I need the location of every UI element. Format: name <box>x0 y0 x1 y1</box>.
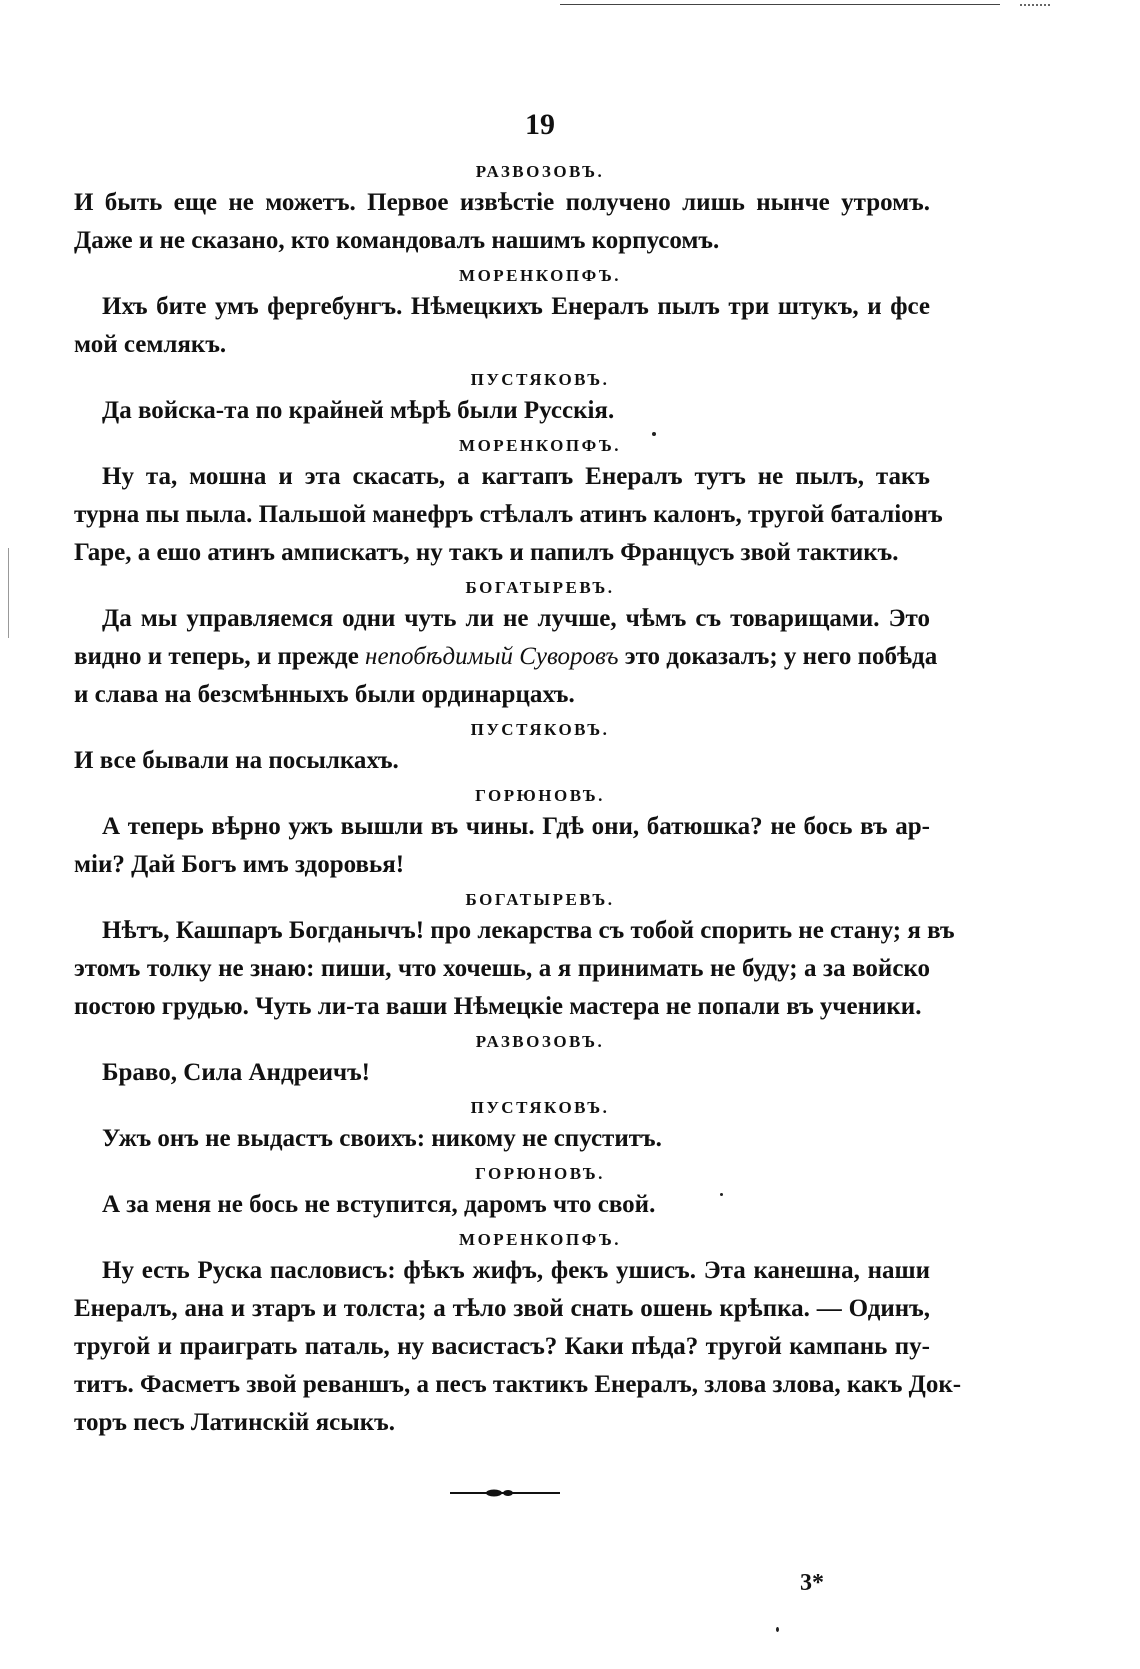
speech-line: турна пы пыла. Пальшой манефръ стѣлалъ атинъ калонъ, тругой баталіонъ <box>74 501 943 528</box>
speech-line: и слава на безсмѣнныхъ были ординарцахъ. <box>74 681 575 708</box>
speech-paragraph <box>0 1054 1080 1092</box>
page-number: 19 <box>525 108 555 141</box>
speaker-name: МОРЕНКОПФЪ. <box>459 436 621 455</box>
speech-fragment: это доказалъ; у него побѣда <box>624 643 938 670</box>
speech-fragment: видно и теперь, и прежде <box>74 643 359 670</box>
speech-line: тругой и праиграть паталь, ну васистасъ? Каки пѣда? тругой кампань пу- <box>74 1333 930 1360</box>
print-speck <box>776 1627 779 1632</box>
speech-line: Нѣтъ, Кашпаръ Богданычъ! про лекарства съ тобой спорить не стану; я въ <box>102 917 955 944</box>
speech-line: Браво, Сила Андреичъ! <box>102 1059 371 1086</box>
page-body <box>0 160 1080 1446</box>
speech-paragraph <box>0 458 1080 572</box>
speech-paragraph <box>0 912 1080 1026</box>
speech-line: Ну есть Руска пасловисъ: фѣкъ жифъ, фекъ ушисъ. Эта канешна, наши <box>102 1257 930 1284</box>
print-speck <box>720 1193 723 1196</box>
speaker-name: РАЗВОЗОВЪ. <box>475 162 605 181</box>
speaker-name: БОГАТЫРЕВЪ. <box>465 890 615 909</box>
speech-paragraph <box>0 742 1080 780</box>
speech-line: Ужъ онъ не выдастъ своихъ: никому не спуститъ. <box>102 1125 662 1152</box>
speech-line: Енералъ, ана и зтаръ и толста; а тѣло звой снать ошень крѣпка. — Одинъ, <box>74 1295 930 1322</box>
speech-line: Да мы управляемся одни чуть ли не лучше, чѣмъ съ товарищами. Это <box>102 605 930 632</box>
speaker-name: ПУСТЯКОВЪ. <box>470 1098 610 1117</box>
speech-paragraph <box>0 288 1080 364</box>
speech-paragraph <box>0 184 1080 260</box>
speaker-name: ПУСТЯКОВЪ. <box>470 370 610 389</box>
speech-line: міи? Дай Богъ имъ здоровья! <box>74 851 405 878</box>
speech-paragraph <box>0 1120 1080 1158</box>
speech-line: Да войска-та по крайней мѣрѣ были Русскія. <box>102 397 615 424</box>
speaker-name: БОГАТЫРЕВЪ. <box>465 578 615 597</box>
speech-paragraph <box>0 1186 1080 1224</box>
print-speck <box>652 432 656 436</box>
speaker-name: ПУСТЯКОВЪ. <box>470 720 610 739</box>
speech-paragraph <box>0 392 1080 430</box>
speaker-name: РАЗВОЗОВЪ. <box>475 1032 605 1051</box>
speech-line: И быть еще не можетъ. Первое извѣстіе получено лишь нынче утромъ. <box>74 189 930 216</box>
speech-paragraph <box>0 1252 1080 1442</box>
speech-line: И все бывали на посылкахъ. <box>74 747 399 774</box>
speech-paragraph <box>0 600 1080 714</box>
speech-line-with-italic <box>74 638 938 676</box>
speech-line: Ну та, мошна и эта скасать, а кагтапъ Енералъ тутъ не пылъ, такъ <box>102 463 930 490</box>
end-ornament-icon <box>450 1488 560 1498</box>
speech-line: торъ песъ Латинскій ясыкъ. <box>74 1409 395 1436</box>
speech-line: А теперь вѣрно ужъ вышли въ чины. Гдѣ они, батюшка? не бось въ ар- <box>102 813 930 840</box>
speech-paragraph <box>0 808 1080 884</box>
speaker-name: МОРЕНКОПФЪ. <box>459 266 621 285</box>
speech-line: мой семлякъ. <box>74 331 227 358</box>
speech-line: А за меня не бось не вступится, даромъ что свой. <box>102 1191 656 1218</box>
speech-line: титъ. Фасметъ звой реваншъ, а песъ тактикъ Енералъ, злова злова, какъ Док- <box>74 1371 962 1398</box>
signature-mark: 3* <box>800 1570 824 1596</box>
top-edge-rule <box>560 4 1000 5</box>
italic-phrase: непобѣдимый Суворовъ <box>365 643 619 670</box>
speech-line: Гаре, а ешо атинъ ампискатъ, ну такъ и папилъ Францусъ звой тактикъ. <box>74 539 899 566</box>
speech-line: постою грудью. Чуть ли-та ваши Нѣмецкіе мастера не попали въ ученики. <box>74 993 922 1020</box>
speaker-name: ГОРЮНОВЪ. <box>475 786 605 805</box>
speech-line: Ихъ бите умъ фергебунгъ. Нѣмецкихъ Енералъ пылъ три штукъ, и фсе <box>102 293 930 320</box>
speaker-name: МОРЕНКОПФЪ. <box>459 1230 621 1249</box>
top-edge-dash <box>1020 4 1050 6</box>
speaker-name: ГОРЮНОВЪ. <box>475 1164 605 1183</box>
speech-line: этомъ толку не знаю: пиши, что хочешь, а я принимать не буду; а за войско <box>74 955 930 982</box>
speech-line: Даже и не сказано, кто командовалъ нашимъ корпусомъ. <box>74 227 720 254</box>
